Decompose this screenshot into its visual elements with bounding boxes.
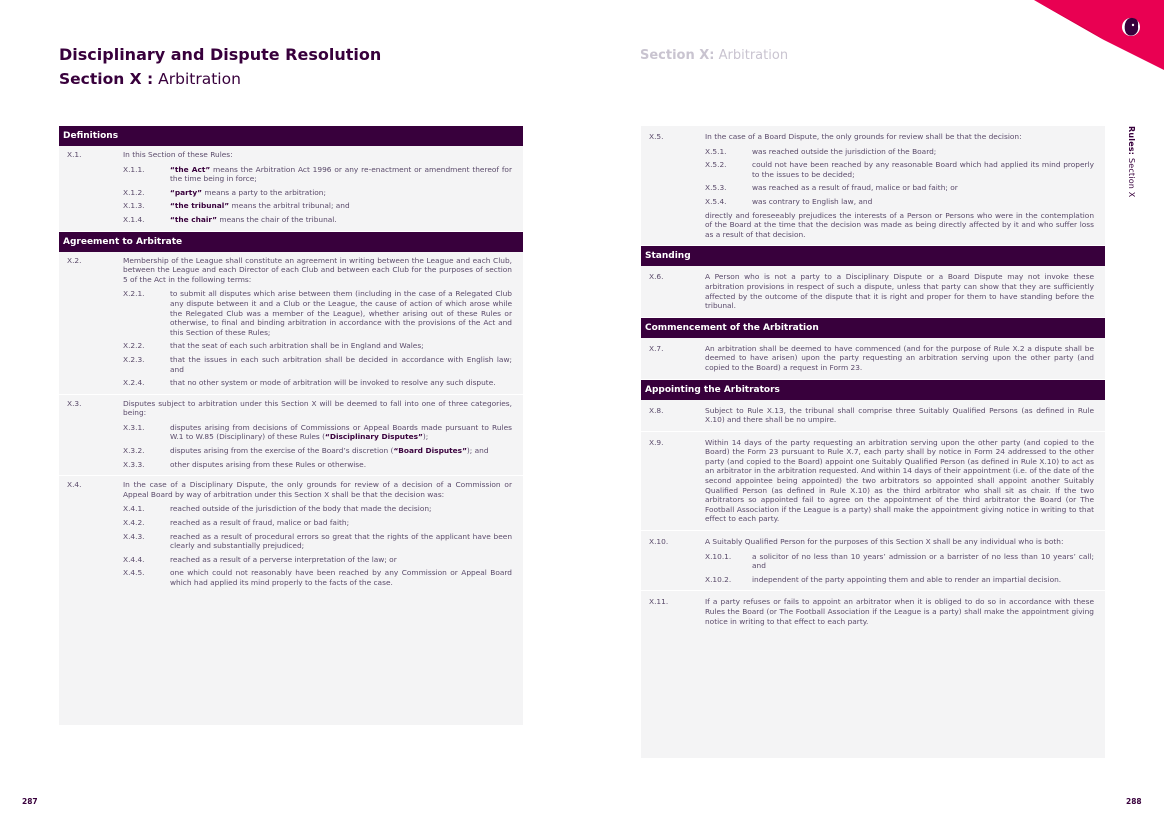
sub-rule-number: X.2.4.	[123, 378, 145, 388]
defined-term: “the tribunal”	[170, 201, 230, 211]
rule-block	[59, 395, 523, 477]
sub-rule-text: that no other system or mode of arbitration will be invoked to resolve any such dispute.	[170, 378, 496, 388]
sub-rule-text: reached as a result of procedural errors so great that the rights of the applicant have been clearly and substantially prejudiced;	[170, 531, 512, 551]
rule-number: X.6.	[649, 272, 664, 282]
sub-rule-row	[123, 423, 512, 442]
section-subtitle	[59, 66, 381, 92]
sub-rule-row	[123, 568, 512, 587]
definition-text: means the chair of the tribunal.	[217, 214, 337, 224]
rule-row	[649, 272, 1094, 310]
sub-rule-text	[170, 188, 512, 198]
rule-row	[649, 537, 1094, 547]
rule-number: X.9.	[649, 437, 664, 447]
sub-rule-number: X.3.2.	[123, 446, 145, 456]
sub-rule-row	[123, 504, 512, 514]
sub-rule-number: X.5.1.	[705, 146, 727, 156]
sub-rule-number: X.1.1.	[123, 164, 145, 174]
sub-rule-number: X.5.4.	[705, 196, 727, 206]
rule-block	[641, 432, 1105, 531]
rule-number: X.7.	[649, 343, 664, 353]
sub-rule-row	[123, 215, 512, 225]
left-rules-panel	[59, 126, 523, 725]
sub-rule-text: was reached as a result of fraud, malice or bad faith; or	[752, 183, 958, 193]
rule-block	[641, 400, 1105, 432]
sub-rule-number: X.5.2.	[705, 160, 727, 170]
section-heading-commencement: Commencement of the Arbitration	[641, 318, 1105, 338]
sub-rule-row	[123, 446, 512, 456]
rule-block	[641, 531, 1105, 591]
sub-rule-text-part: disputes arising from decisions of Commissions or Appeal Boards made pursuant to Rules W.1 to W.85 (Disciplinary) of these Rules (	[170, 422, 512, 442]
sub-rule-row	[123, 555, 512, 565]
page-number-left: 287	[22, 797, 38, 806]
sub-rule-number: X.10.1.	[705, 551, 732, 561]
rule-number: X.3.	[67, 398, 82, 408]
sub-rule-row	[123, 188, 512, 198]
rule-text: A Suitably Qualified Person for the purposes of this Section X shall be any individual who is both:	[705, 537, 1064, 547]
sub-rule-number: X.10.2.	[705, 574, 732, 584]
section-subtitle-name: Arbitration	[158, 70, 241, 88]
rule-row	[649, 438, 1094, 524]
right-header-name: Arbitration	[718, 48, 789, 63]
sub-rule-row	[123, 355, 512, 374]
sub-rule-row	[123, 341, 512, 351]
rule-number: X.10.	[649, 537, 669, 547]
rule-row	[649, 406, 1094, 425]
rule-block	[641, 591, 1105, 632]
sub-rule-text	[170, 201, 512, 211]
sub-rule-text-end: ); and	[466, 446, 489, 456]
rule-row	[67, 399, 512, 418]
defined-term: “Disciplinary Disputes”	[324, 432, 423, 442]
right-page-header	[640, 48, 788, 63]
page-number-right: 288	[1126, 797, 1142, 806]
sub-rule-text: one which could not reasonably have been reached by any Commission or Appeal Board which had applied its mind properly to the facts of the case.	[170, 568, 512, 587]
sub-rule-text: reached outside of the jurisdiction of the body that made the decision;	[170, 504, 432, 514]
rule-number: X.4.	[67, 480, 82, 490]
sub-rule-text: reached as a result of fraud, malice or bad faith;	[170, 518, 350, 528]
sub-rule-row	[123, 201, 512, 211]
sub-rule-text-part: disputes arising from the exercise of the Board’s discretion (	[170, 446, 394, 456]
sub-rule-row	[705, 183, 1094, 193]
sub-rule-text: could not have been reached by any reasonable Board which had applied its mind properly to the issues to be decided;	[752, 160, 1094, 179]
defined-term: “party”	[170, 187, 202, 197]
sub-rule-number: X.4.4.	[123, 554, 145, 564]
sub-rule-text: that the seat of each such arbitration shall be in England and Wales;	[170, 341, 424, 351]
defined-term: “the chair”	[170, 214, 218, 224]
rule-block	[59, 252, 523, 395]
rule-text: Subject to Rule X.13, the tribunal shall comprise three Suitably Qualified Persons (as defined in Rule X.10) and there shall be no umpire.	[705, 405, 1094, 425]
rule-text: Membership of the League shall constitute an agreement in writing between the League and each Club, between the League and each Director of each Club and between each Club for the purposes of section 5 of the Act in the following terms:	[123, 255, 512, 284]
sub-rule-row	[123, 289, 512, 337]
rule-row	[67, 150, 512, 160]
rule-text: If a party refuses or fails to appoint an arbitrator when it is obliged to do so in accordance with these Rules the Board (or The Football Association if the League is a party) shall make the appointment giving notice in writing to that effect to each party.	[705, 597, 1094, 626]
side-tab-bold: Rules:	[1127, 126, 1136, 156]
definition-text: means a party to the arbitration;	[202, 187, 326, 197]
sub-rule-number: X.1.4.	[123, 214, 145, 224]
right-rules-panel	[641, 126, 1105, 758]
sub-rule-row	[123, 460, 512, 470]
sub-rule-number: X.3.3.	[123, 459, 145, 469]
sub-rule-row	[123, 165, 512, 184]
sub-rule-text: reached as a result of a perverse interpretation of the law; or	[170, 554, 397, 564]
sub-rule-text	[170, 215, 512, 225]
rule-text: In the case of a Board Dispute, the only grounds for review shall be that the decision:	[705, 132, 1022, 141]
sub-rule-row	[705, 552, 1094, 571]
sub-rule-text: was contrary to English law, and	[752, 196, 873, 206]
rule-row	[649, 344, 1094, 373]
rule-block	[641, 338, 1105, 380]
sub-rule-row	[705, 197, 1094, 207]
rule-number: X.11.	[649, 597, 669, 607]
sub-rule-text	[170, 423, 512, 442]
sub-rule-number: X.4.1.	[123, 504, 145, 514]
sub-rule-number: X.4.3.	[123, 531, 145, 541]
rule-continuation-text: directly and foreseeably prejudices the interests of a Person or Persons who were in the contemplation of the Board at the time that the decision was made as being directly affected by it and who suffer loss as a result of that decision.	[705, 210, 1094, 239]
sub-rule-text: was reached outside the jurisdiction of the Board;	[752, 146, 937, 156]
side-tab-label	[1127, 126, 1136, 197]
sub-rule-number: X.4.5.	[123, 568, 145, 578]
lion-logo-icon	[1122, 18, 1140, 36]
rule-text: Within 14 days of the party requesting an arbitration serving upon the other party (and copied to the Board) the Form 23 pursuant to Rule X.7, each party shall by notice in Form 24 addressed to the other party (and copied to the Board) appoint one Suitably Qualified Person (as defined in Rule X.10) to act as an arbitrator in the arbitration requested. And within 14 days of their appointment (i.e. of the date of the second appointee being appointed) the two arbitrators so appointed shall appoint another Suitably Qualified Person (as defined in Rule X.10) as the third arbitrator who shall sit as chair. If the two arbitrators so appointed fail to agree on the appointment of the third arbitrator the Board (or The Football Association if the League is a party) shall make the appointment giving notice in writing to that effect to each party.	[705, 437, 1095, 524]
definition-text: means the arbitral tribunal; and	[229, 201, 350, 211]
rule-number: X.2.	[67, 255, 82, 265]
section-heading-definitions: Definitions	[59, 126, 523, 146]
rule-block	[59, 146, 523, 232]
sub-rule-number: X.2.2.	[123, 341, 145, 351]
sub-rule-number: X.2.3.	[123, 354, 145, 364]
rule-number: X.5.	[649, 132, 664, 141]
sub-rule-text	[170, 446, 512, 456]
sub-rule-row	[123, 378, 512, 388]
corner-accent-graphic	[994, 0, 1164, 70]
section-subtitle-label: Section X :	[59, 70, 154, 88]
sub-rule-text	[170, 165, 512, 184]
rule-text: A Person who is not a party to a Disciplinary Dispute or a Board Dispute may not invoke these arbitration provisions in respect of such a dispute, unless that party can show that they are sufficiently affected by the outcome of the dispute that it is right and proper for them to have standing before the tribunal.	[705, 272, 1094, 311]
sub-rule-row	[123, 518, 512, 528]
section-heading-agreement: Agreement to Arbitrate	[59, 232, 523, 252]
defined-term: “Board Disputes”	[393, 446, 467, 456]
sub-rule-row	[705, 147, 1094, 157]
sub-rule-text: independent of the party appointing them and able to render an impartial decision.	[752, 574, 1062, 584]
sub-rule-text: other disputes arising from these Rules or otherwise.	[170, 459, 367, 469]
sub-rule-number: X.4.2.	[123, 518, 145, 528]
rule-number: X.8.	[649, 405, 664, 415]
rule-row	[67, 480, 512, 499]
sub-rule-number: X.2.1.	[123, 289, 145, 299]
sub-rule-row	[123, 532, 512, 551]
definition-text: means the Arbitration Act 1996 or any re-enactment or amendment thereof for the time being in force;	[170, 164, 512, 184]
sub-rule-row	[705, 575, 1094, 585]
rule-text: Disputes subject to arbitration under this Section X will be deemed to fall into one of three categories, being:	[123, 398, 512, 418]
sub-rule-row	[705, 160, 1094, 179]
rule-block	[641, 126, 1105, 246]
right-header-label: Section X:	[640, 48, 715, 63]
sub-rule-number: X.1.3.	[123, 201, 145, 211]
side-tab-light: Section X	[1127, 157, 1136, 198]
rule-row	[649, 597, 1094, 626]
sub-rule-text-end: );	[422, 432, 429, 442]
rule-row	[649, 132, 1094, 142]
rule-block	[59, 476, 523, 593]
rule-text: In the case of a Disciplinary Dispute, the only grounds for review of a decision of a Commission or Appeal Board by way of arbitration under this Section X shall be that the decision was:	[123, 480, 512, 499]
sub-rule-text: a solicitor of no less than 10 years’ admission or a barrister of no less than 10 years’ call; and	[752, 551, 1094, 571]
section-heading-appointing: Appointing the Arbitrators	[641, 380, 1105, 400]
document-title: Disciplinary and Dispute Resolution	[59, 45, 382, 64]
rule-text: In this Section of these Rules:	[123, 150, 233, 159]
sub-rule-text: that the issues in each such arbitration shall be decided in accordance with English law; and	[170, 354, 512, 374]
defined-term: “the Act”	[170, 164, 211, 174]
rule-text: An arbitration shall be deemed to have commenced (and for the purpose of Rule X.2 a dispute shall be deemed to have arisen) upon the party requesting an arbitration serving upon the other party (and copied to the Board) a request in Form 23.	[705, 343, 1094, 372]
page-title	[59, 44, 381, 92]
rule-number: X.1.	[67, 150, 82, 159]
sub-rule-text: to submit all disputes which arise between them (including in the case of a Relegated Club any dispute between it and a Club or the League, the cause of action of which arose while the Relegated Club was a member of the League), whether arising out of these Rules or otherwise, to final and binding arbitration in accordance with the provisions of the Act and this Section of these Rules;	[170, 289, 512, 337]
rule-block	[641, 266, 1105, 317]
rule-row	[67, 256, 512, 285]
sub-rule-number: X.1.2.	[123, 187, 145, 197]
sub-rule-number: X.5.3.	[705, 183, 727, 193]
section-heading-standing: Standing	[641, 246, 1105, 266]
sub-rule-number: X.3.1.	[123, 422, 145, 432]
